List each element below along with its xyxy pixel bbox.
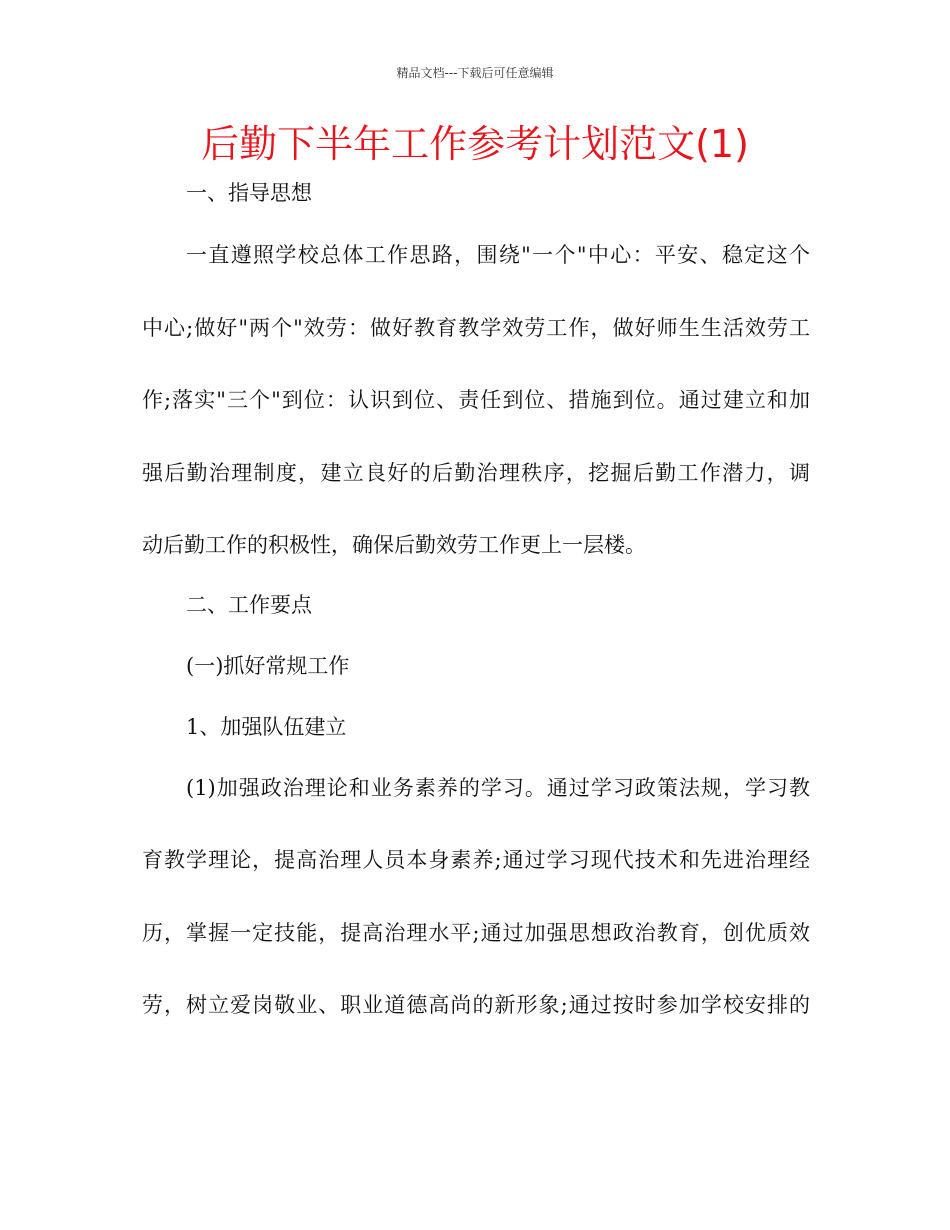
paragraph-line: 中心;做好"两个"效劳：做好教育教学效劳工作，做好师生生活效劳工 <box>142 316 810 340</box>
paragraph-line: 育教学理论，提高治理人员本身素养;通过学习现代技术和先进治理经 <box>142 848 810 872</box>
paragraph-line: 一直遵照学校总体工作思路，围绕"一个"中心：平安、稳定这个 <box>186 243 810 267</box>
section-heading: 二、工作要点 <box>186 593 312 617</box>
section-heading: 一、指导思想 <box>186 181 312 205</box>
subsection-heading: (一)抓好常规工作 <box>186 654 350 678</box>
item-heading: 1、加强队伍建立 <box>186 715 347 739</box>
paragraph-line: 劳，树立爱岗敬业、职业道德高尚的新形象;通过按时参加学校安排的 <box>142 993 810 1017</box>
header-note: 精品文档---下载后可任意编辑 <box>396 66 554 80</box>
paragraph-line: 历，掌握一定技能，提高治理水平;通过加强思想政治教育，创优质效 <box>142 921 810 945</box>
document-title: 后勤下半年工作参考计划范文(1) <box>201 122 749 166</box>
paragraph-line: (1)加强政治理论和业务素养的学习。通过学习政策法规，学习教 <box>186 776 810 800</box>
paragraph-line: 作;落实"三个"到位：认识到位、责任到位、措施到位。通过建立和加 <box>142 388 810 412</box>
paragraph-line: 动后勤工作的积极性，确保后勤效劳工作更上一层楼。 <box>142 533 646 557</box>
paragraph-line: 强后勤治理制度，建立良好的后勤治理秩序，挖掘后勤工作潜力，调 <box>142 461 810 485</box>
